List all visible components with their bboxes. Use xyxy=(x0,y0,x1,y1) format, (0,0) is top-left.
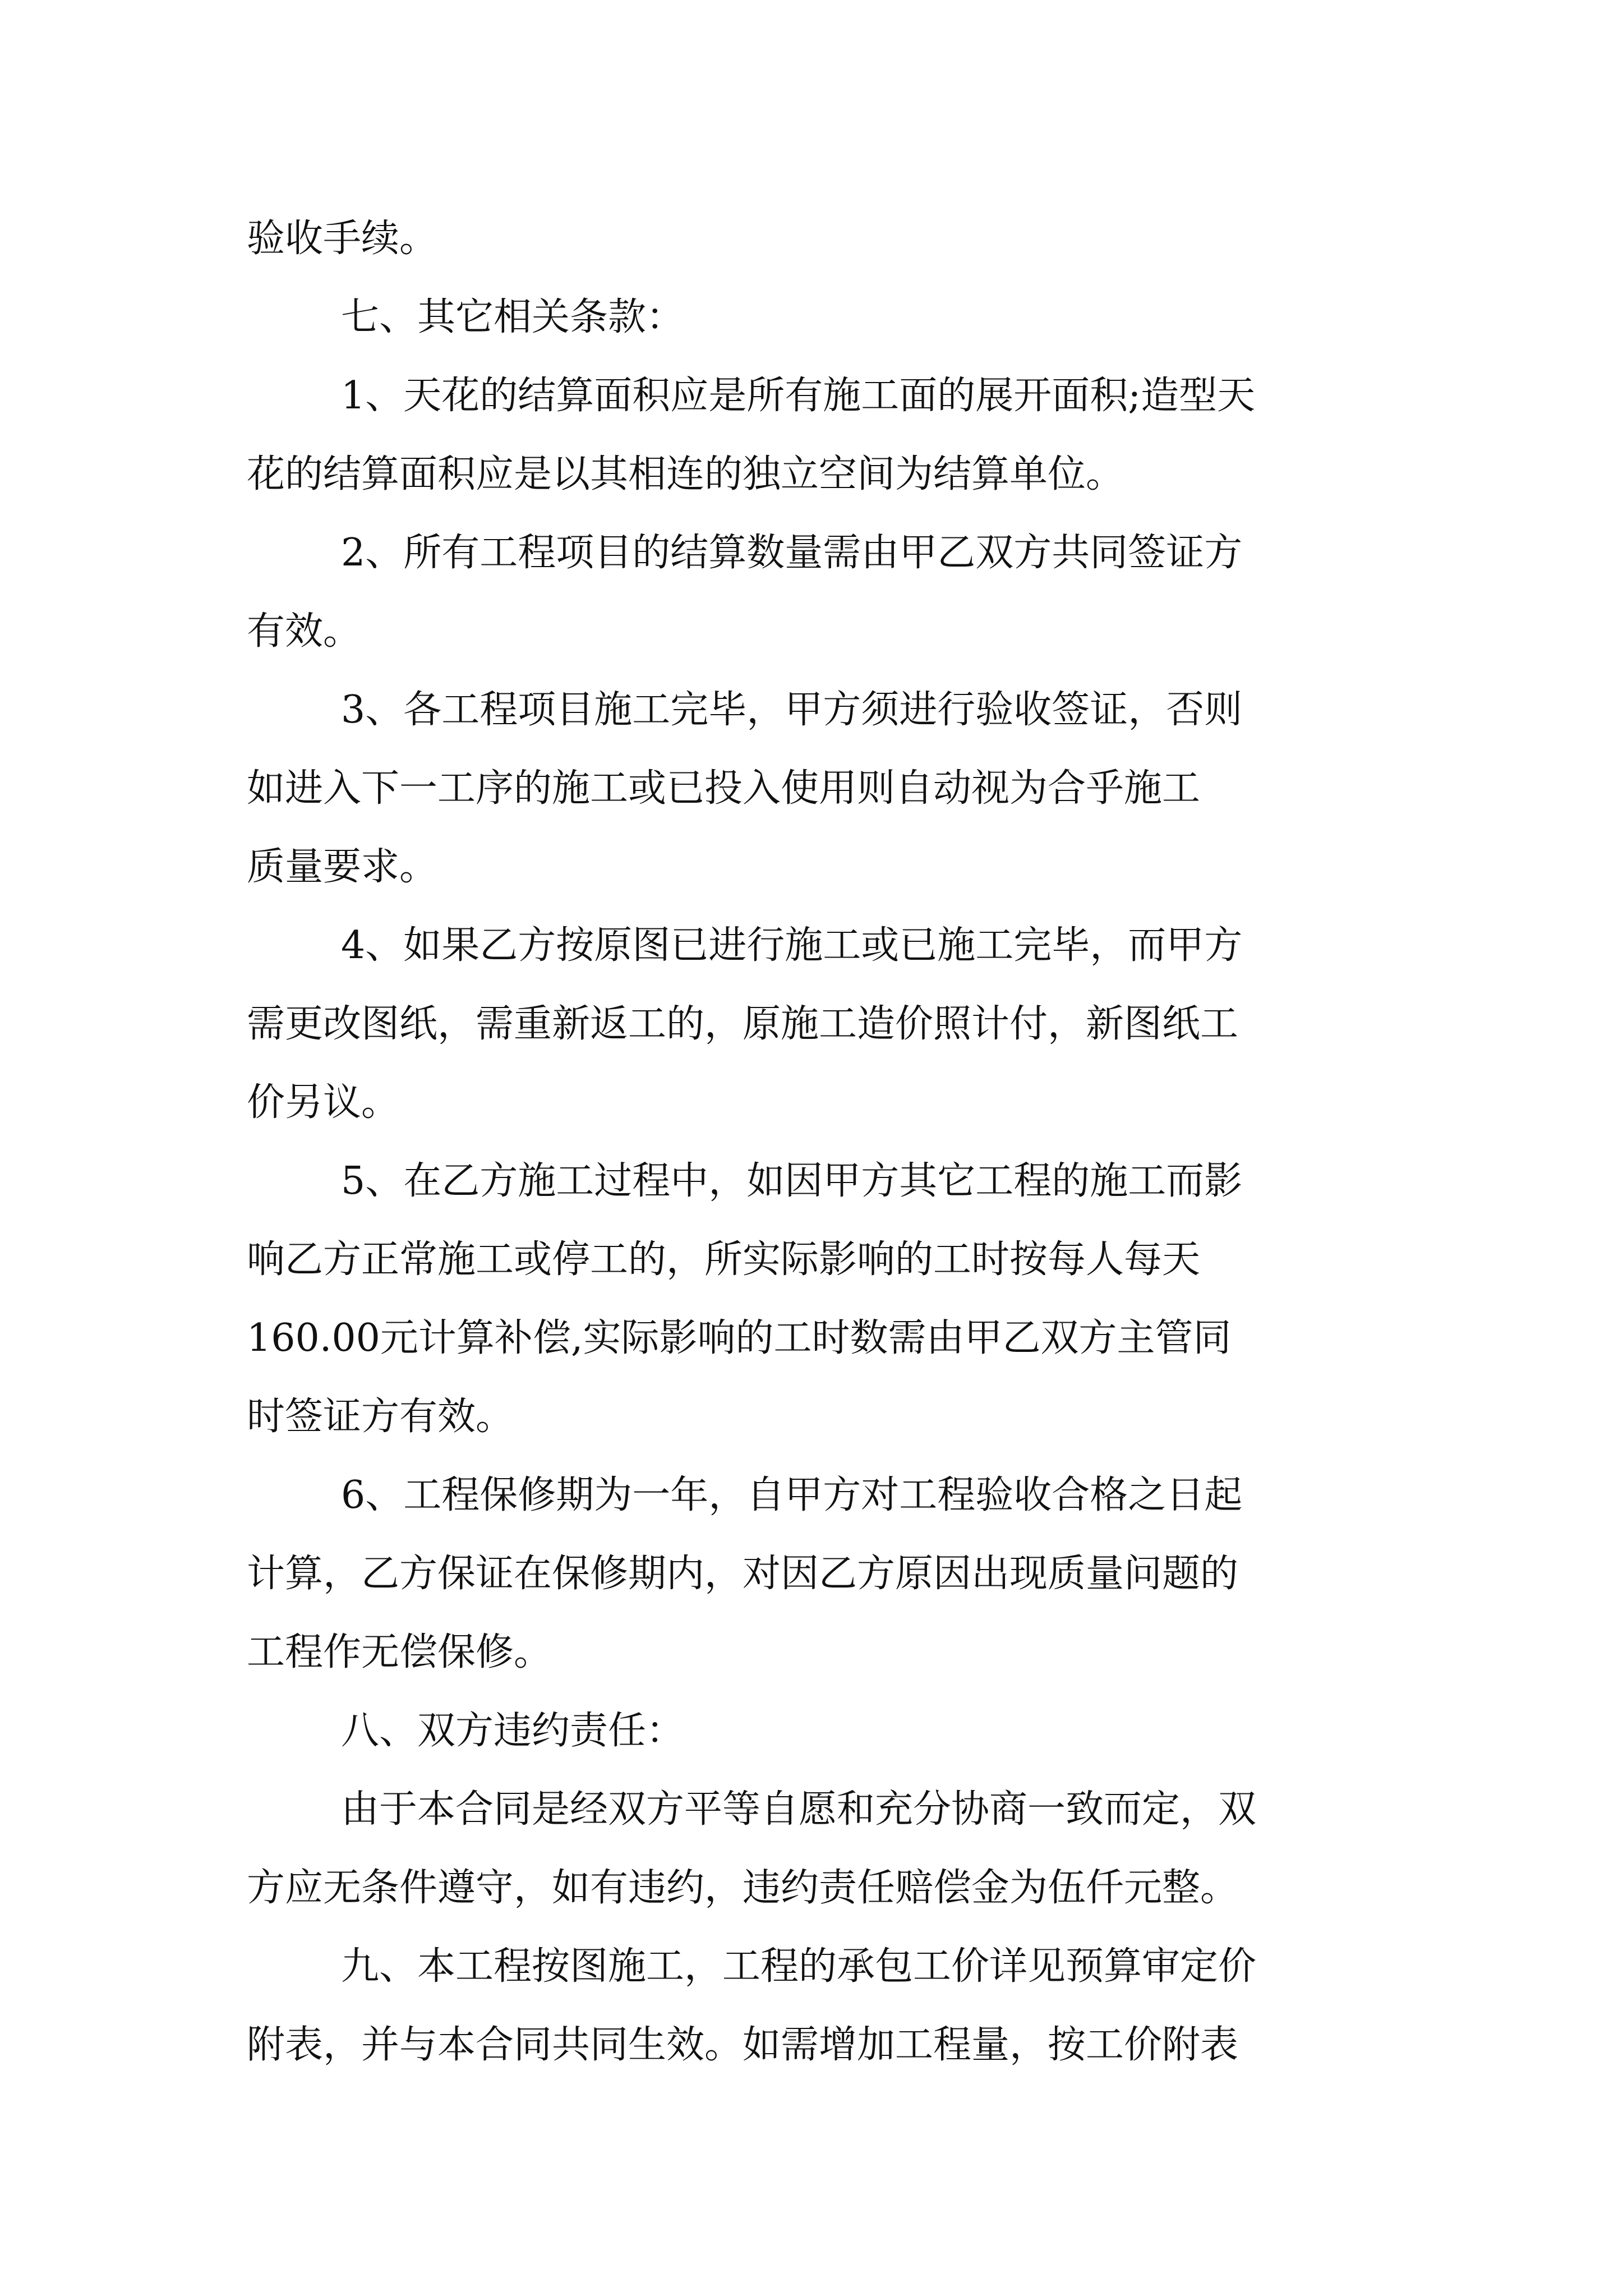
text-line: 花的结算面积应是以其相连的独立空间为结算单位。 xyxy=(247,452,1124,496)
text-line: 4、如果乙方按原图已进行施工或已施工完毕，而甲方 xyxy=(341,923,1243,968)
text-line: 160.00元计算补偿,实际影响的工时数需由甲乙双方主管同 xyxy=(247,1316,1232,1360)
text-line: 验收手续。 xyxy=(247,217,438,261)
text-line: 质量要求。 xyxy=(247,845,438,889)
text-line: 3、各工程项目施工完毕，甲方须进行验收签证，否则 xyxy=(341,688,1243,732)
text-line: 工程作无偿保修。 xyxy=(247,1630,552,1674)
text-line: 1、天花的结算面积应是所有施工面的展开面积;造型天 xyxy=(341,374,1256,418)
text-line: 方应无条件遵守，如有违约，违约责任赔偿金为伍仟元整。 xyxy=(247,1866,1239,1910)
text-line: 5、在乙方施工过程中，如因甲方其它工程的施工而影 xyxy=(341,1159,1243,1203)
text-line: 附表，并与本合同共同生效。如需增加工程量，按工价附表 xyxy=(247,2023,1239,2067)
section-heading-eight: 八、双方违约责任： xyxy=(341,1709,685,1753)
section-heading-seven: 七、其它相关条款： xyxy=(341,295,685,339)
text-line: 2、所有工程项目的结算数量需由甲乙双方共同签证方 xyxy=(341,531,1243,575)
text-line: 需更改图纸，需重新返工的，原施工造价照计付，新图纸工 xyxy=(247,1002,1239,1046)
text-line: 由于本合同是经双方平等自愿和充分协商一致而定，双 xyxy=(341,1787,1257,1832)
text-line: 如进入下一工序的施工或已投入使用则自动视为合乎施工 xyxy=(247,766,1201,811)
text-line: 时签证方有效。 xyxy=(247,1395,514,1439)
text-line: 计算，乙方保证在保修期内，对因乙方原因出现质量问题的 xyxy=(247,1552,1239,1596)
text-line: 响乙方正常施工或停工的，所实际影响的工时按每人每天 xyxy=(247,1237,1201,1282)
text-line: 价另议。 xyxy=(247,1080,400,1125)
text-line: 有效。 xyxy=(247,609,362,654)
text-line: 6、工程保修期为一年，自甲方对工程验收合格之日起 xyxy=(341,1473,1243,1517)
section-heading-nine: 九、本工程按图施工，工程的承包工价详见预算审定价 xyxy=(341,1944,1257,1989)
